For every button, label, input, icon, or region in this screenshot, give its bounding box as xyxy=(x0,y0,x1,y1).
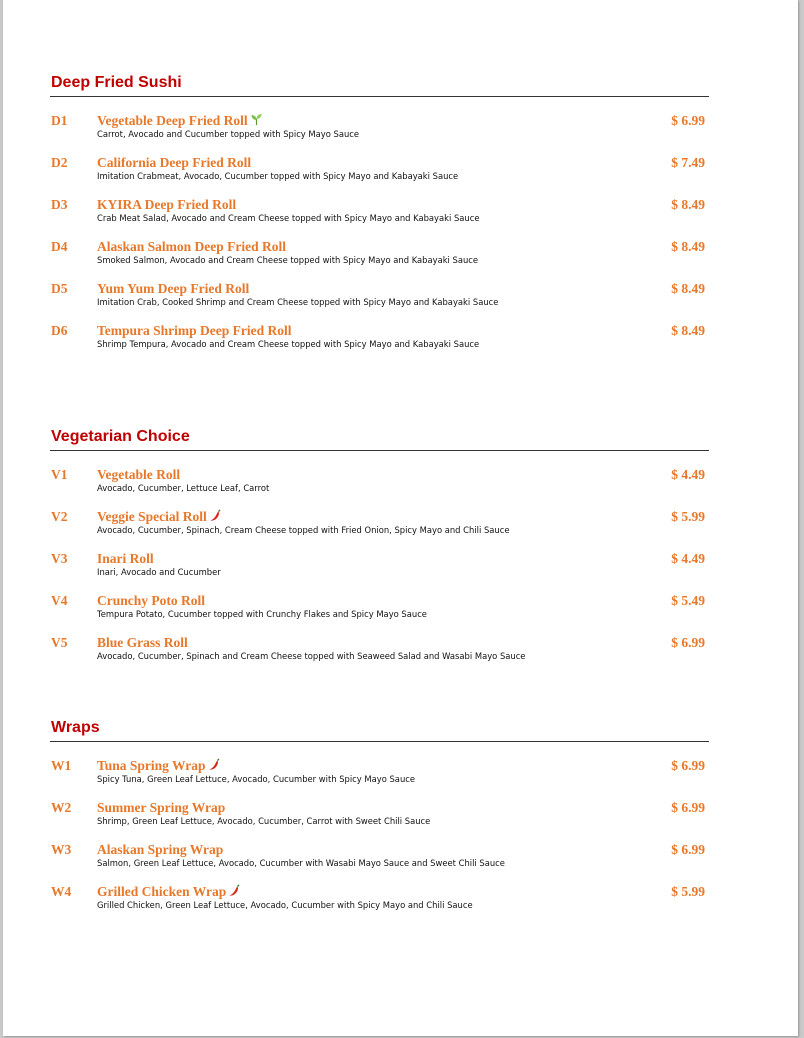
item-description: Carrot, Avocado and Cucumber topped with Spicy Mayo Sauce xyxy=(97,129,360,139)
item-list xyxy=(50,466,709,676)
section-title: Vegetarian Choice xyxy=(51,428,190,445)
item-price: $ 7.49 xyxy=(671,155,705,170)
item-name-line xyxy=(97,634,188,651)
chili-pepper-icon xyxy=(228,884,241,897)
item-name: Tempura Shrimp Deep Fried Roll xyxy=(97,323,292,338)
item-name-line xyxy=(97,883,241,900)
item-price: $ 8.49 xyxy=(671,281,705,296)
item-name: California Deep Fried Roll xyxy=(97,155,252,170)
item-name: Inari Roll xyxy=(97,551,154,566)
menu-item xyxy=(50,799,709,841)
item-name: Grilled Chicken Wrap xyxy=(97,884,227,899)
item-code: W1 xyxy=(51,758,72,773)
item-name-line xyxy=(97,196,236,213)
item-price: $ 6.99 xyxy=(671,800,705,815)
item-description: Crab Meat Salad, Avocado and Cream Cheese topped with Spicy Mayo and Kabayaki Sauce xyxy=(97,213,480,223)
section-divider xyxy=(50,450,709,451)
item-name: Alaskan Salmon Deep Fried Roll xyxy=(97,239,287,254)
menu-item xyxy=(50,508,709,550)
item-price: $ 5.99 xyxy=(671,509,705,524)
item-description: Salmon, Green Leaf Lettuce, Avocado, Cucumber with Wasabi Mayo Sauce and Sweet Chili Sauce xyxy=(97,858,505,868)
item-name-line xyxy=(97,466,180,483)
item-name-line xyxy=(97,592,205,609)
menu-item xyxy=(50,322,709,364)
menu-item xyxy=(50,841,709,883)
menu-item xyxy=(50,154,709,196)
item-price: $ 8.49 xyxy=(671,197,705,212)
item-code: V1 xyxy=(51,467,68,482)
menu-page xyxy=(3,0,798,1036)
item-description: Tempura Potato, Cucumber topped with Crunchy Flakes and Spicy Mayo Sauce xyxy=(97,609,427,619)
item-code: W2 xyxy=(51,800,72,815)
menu-item xyxy=(50,883,709,925)
item-name-line xyxy=(97,841,223,858)
item-price: $ 4.49 xyxy=(671,467,705,482)
item-price: $ 8.49 xyxy=(671,239,705,254)
menu-item xyxy=(50,196,709,238)
item-name: Alaskan Spring Wrap xyxy=(97,842,224,857)
item-code: V2 xyxy=(51,509,68,524)
item-name: Blue Grass Roll xyxy=(97,635,188,650)
item-description: Avocado, Cucumber, Spinach, Cream Cheese topped with Fried Onion, Spicy Mayo and Chili Sauce xyxy=(97,525,510,535)
item-code: D5 xyxy=(51,281,68,296)
item-code: W3 xyxy=(51,842,72,857)
item-code: D2 xyxy=(51,155,68,170)
item-description: Smoked Salmon, Avocado and Cream Cheese topped with Spicy Mayo and Kabayaki Sauce xyxy=(97,255,479,265)
item-description: Shrimp Tempura, Avocado and Cream Cheese topped with Spicy Mayo and Kabayaki Sauce xyxy=(97,339,480,349)
item-price: $ 6.99 xyxy=(671,635,705,650)
menu-item xyxy=(50,757,709,799)
item-description: Shrimp, Green Leaf Lettuce, Avocado, Cucumber, Carrot with Sweet Chili Sauce xyxy=(97,816,431,826)
item-code: D6 xyxy=(51,323,68,338)
item-code: V3 xyxy=(51,551,68,566)
section-deep-fried-sushi xyxy=(50,73,709,364)
section-divider xyxy=(50,741,709,742)
item-code: D3 xyxy=(51,197,68,212)
item-description: Inari, Avocado and Cucumber xyxy=(97,567,221,577)
item-name: Crunchy Poto Roll xyxy=(97,593,205,608)
item-description: Avocado, Cucumber, Lettuce Leaf, Carrot xyxy=(97,483,270,493)
item-name-line xyxy=(97,550,154,567)
item-description: Grilled Chicken, Green Leaf Lettuce, Avocado, Cucumber with Spicy Mayo and Chili Sauce xyxy=(97,900,473,910)
item-description: Imitation Crab, Cooked Shrimp and Cream Cheese topped with Spicy Mayo and Kabayaki Sauce xyxy=(97,297,499,307)
item-price: $ 4.49 xyxy=(671,551,705,566)
item-description: Imitation Crabmeat, Avocado, Cucumber topped with Spicy Mayo and Kabayaki Sauce xyxy=(97,171,459,181)
menu-item xyxy=(50,280,709,322)
item-name-line xyxy=(97,112,263,129)
item-code: V4 xyxy=(51,593,68,608)
item-name-line xyxy=(97,757,221,774)
item-price: $ 5.49 xyxy=(671,593,705,608)
item-name: Vegetable Deep Fried Roll xyxy=(97,113,248,128)
item-name: Veggie Special Roll xyxy=(97,509,207,524)
menu-item xyxy=(50,592,709,634)
item-code: D4 xyxy=(51,239,68,254)
item-name: Yum Yum Deep Fried Roll xyxy=(97,281,250,296)
item-price: $ 8.49 xyxy=(671,323,705,338)
item-price: $ 6.99 xyxy=(671,842,705,857)
section-divider xyxy=(50,96,709,97)
item-name: Summer Spring Wrap xyxy=(97,800,226,815)
item-price: $ 5.99 xyxy=(671,884,705,899)
item-name: Vegetable Roll xyxy=(97,467,181,482)
section-vegetarian-choice xyxy=(50,427,709,676)
section-title: Deep Fried Sushi xyxy=(51,74,182,91)
chili-pepper-icon xyxy=(208,758,221,771)
menu-item xyxy=(50,550,709,592)
chili-pepper-icon xyxy=(209,509,222,522)
item-name-line xyxy=(97,508,222,525)
item-list xyxy=(50,112,709,364)
menu-item xyxy=(50,238,709,280)
item-price: $ 6.99 xyxy=(671,758,705,773)
menu-item xyxy=(50,634,709,676)
item-name: Tuna Spring Wrap xyxy=(97,758,206,773)
item-name-line xyxy=(97,799,225,816)
menu-item xyxy=(50,466,709,508)
item-code: V5 xyxy=(51,635,68,650)
menu-item xyxy=(50,112,709,154)
item-name-line xyxy=(97,322,292,339)
section-title: Wraps xyxy=(51,719,100,736)
item-code: D1 xyxy=(51,113,68,128)
item-name: KYIRA Deep Fried Roll xyxy=(97,197,237,212)
item-name-line xyxy=(97,280,249,297)
item-list xyxy=(50,757,709,925)
leaf-icon xyxy=(250,113,263,126)
item-name-line xyxy=(97,238,286,255)
item-description: Avocado, Cucumber, Spinach and Cream Cheese topped with Seaweed Salad and Wasabi Mayo Sauce xyxy=(97,651,526,661)
item-name-line xyxy=(97,154,251,171)
item-code: W4 xyxy=(51,884,72,899)
item-price: $ 6.99 xyxy=(671,113,705,128)
item-description: Spicy Tuna, Green Leaf Lettuce, Avocado, Cucumber with Spicy Mayo Sauce xyxy=(97,774,416,784)
section-wraps xyxy=(50,718,709,925)
